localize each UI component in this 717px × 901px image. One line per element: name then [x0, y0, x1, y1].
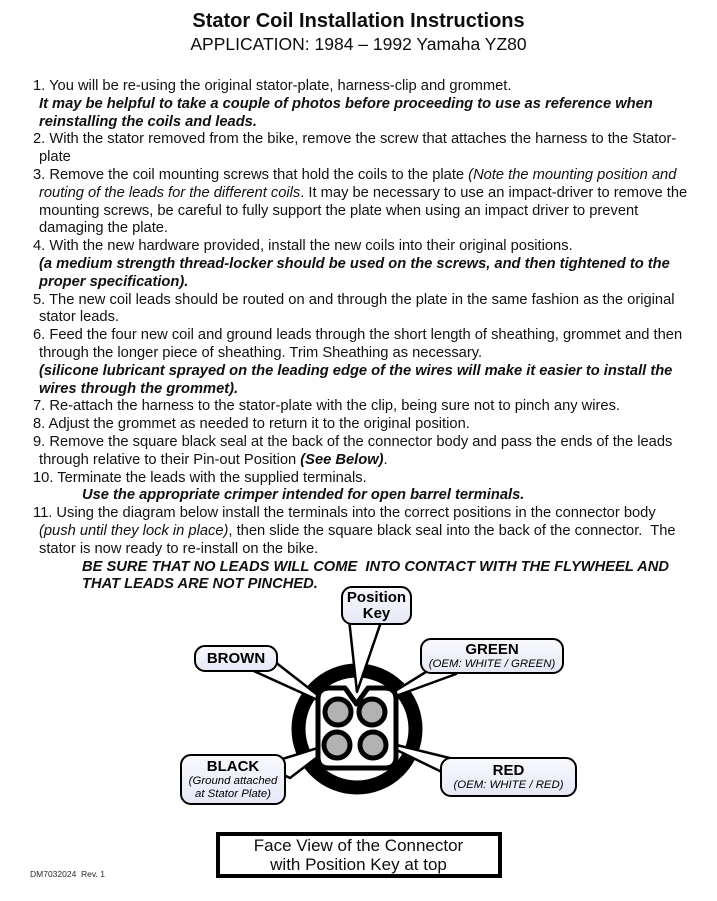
- position-key-label-line1: Position: [346, 588, 407, 606]
- connector-diagram: [0, 585, 717, 835]
- text-run: BE SURE THAT NO LEADS WILL COME INTO CONTACT WITH THE FLYWHEEL AND THAT LEADS ARE NOT PINCHED.: [82, 558, 674, 593]
- pin-bottom-right-red: [360, 732, 386, 758]
- red-label: RED: [492, 761, 525, 779]
- brown-label: BROWN: [206, 649, 266, 667]
- instruction-text: [33, 167, 693, 238]
- instruction-note: [33, 487, 693, 505]
- instruction-text: [33, 327, 693, 363]
- text-run: You will be re-using the original stator-plate, harness-clip and grommet.: [49, 78, 512, 94]
- instruction-number: 1.: [33, 78, 50, 94]
- instruction-number: 3.: [33, 166, 50, 183]
- text-run: Using the diagram below install the terminals into the correct positions in the connector body: [56, 505, 660, 522]
- instruction-number: 4.: [33, 238, 50, 255]
- instruction-item-1: [33, 78, 693, 131]
- instruction-text: [33, 292, 693, 328]
- pin-top-left-brown: [325, 699, 351, 725]
- instruction-text: [33, 505, 693, 558]
- instruction-item-11: [33, 505, 693, 594]
- caption-line2: with Position Key at top: [270, 854, 447, 874]
- instructions-list: [0, 78, 717, 594]
- black-ground-note-line2: at Stator Plate): [195, 787, 271, 800]
- green-label: GREEN: [465, 640, 519, 658]
- text-run: Feed the four new coil and ground leads through the short length of sheathing, grommet and then through the longer piece of sheathing. Trim Sheathing as necessary.: [39, 327, 687, 361]
- callout-red: [440, 757, 577, 797]
- instruction-item-7: [33, 398, 693, 416]
- text-run: With the new hardware provided, install the new coils into their original positions.: [49, 238, 573, 255]
- text-run: (a medium strength thread-locker should be used on the screws, and then tightened to the proper specification).: [39, 255, 674, 290]
- callout-position-key: [341, 586, 412, 625]
- text-run: Terminate the leads with the supplied terminals.: [57, 469, 367, 486]
- instruction-item-3: [33, 167, 693, 238]
- black-ground-note-line1: (Ground attached: [188, 775, 278, 787]
- instruction-number: 10.: [33, 469, 58, 486]
- text-run: Adjust the grommet as needed to return it to the original position.: [48, 416, 470, 433]
- document-number: DM7032024 Rev. 1: [30, 869, 105, 879]
- text-run: (push until they lock in place): [39, 522, 229, 539]
- black-label: BLACK: [206, 758, 260, 775]
- callout-black: [180, 754, 286, 805]
- instruction-item-2: [33, 131, 693, 167]
- instruction-number: 6.: [33, 327, 50, 344]
- instruction-number: 7.: [33, 398, 50, 415]
- instruction-number: 5.: [33, 291, 50, 308]
- text-run: Re-attach the harness to the stator-plate with the clip, being sure not to pinch any wires.: [49, 398, 621, 415]
- text-run: The new coil leads should be routed on and through the plate in the same fashion as the original stator leads.: [39, 291, 679, 326]
- instruction-text: [33, 416, 693, 434]
- instruction-item-5: [33, 292, 693, 328]
- callout-green: [420, 638, 564, 674]
- instruction-note: [33, 256, 693, 292]
- instruction-number: 9.: [33, 433, 50, 450]
- pin-top-right-green: [359, 699, 385, 725]
- instruction-item-10: [33, 470, 693, 506]
- instruction-text: [33, 398, 693, 416]
- callout-brown: [194, 645, 278, 672]
- text-run: It may be helpful to take a couple of photos before proceeding to use as reference when reinstalling the coils and leads.: [39, 95, 657, 130]
- text-run: Remove the coil mounting screws that hold the coils to the plate: [49, 166, 469, 183]
- red-oem-note: (OEM: WHITE / RED): [453, 778, 564, 791]
- instruction-item-8: [33, 416, 693, 434]
- instruction-text: [33, 434, 693, 470]
- green-oem-note: (OEM: WHITE / GREEN): [428, 657, 556, 670]
- caption-box: [216, 832, 502, 878]
- text-run: (silicone lubricant sprayed on the leading edge of the wires will make it easier to install the wires through the grommet).: [39, 362, 677, 397]
- text-run: With the stator removed from the bike, remove the screw that attaches the harness to the Stator-plate: [39, 131, 677, 166]
- text-run: (Note the mounting position and routing of the leads for the different coils: [39, 166, 681, 201]
- text-run: Remove the square black seal at the back of the connector body and pass the ends of the leads through relative to their Pin-out Position: [39, 433, 677, 468]
- instruction-item-6: [33, 327, 693, 398]
- instruction-number: 8.: [33, 416, 49, 433]
- page-title: Stator Coil Installation Instructions: [192, 10, 525, 32]
- instruction-note: [33, 96, 693, 132]
- instruction-note: [33, 363, 693, 399]
- pin-bottom-left-black: [324, 732, 350, 758]
- text-run: (See Below): [300, 451, 384, 468]
- text-run: , then slide the square black seal into the back of the connector. The stator is now ready to re-install on the bike.: [39, 522, 680, 557]
- instruction-text: [33, 470, 693, 488]
- instruction-number: 2.: [33, 131, 50, 148]
- position-key-label-line2: Key: [362, 604, 391, 622]
- text-run: Use the appropriate crimper intended for open barrel terminals.: [82, 487, 525, 504]
- instruction-item-4: [33, 238, 693, 291]
- instruction-text: [33, 131, 693, 167]
- text-run: . It may be necessary to use an impact-driver to remove the mounting screws, be careful to fully support the plate when using an impact driver to prevent damaging the plate.: [39, 184, 692, 237]
- instruction-text: [33, 78, 693, 96]
- instruction-text: [33, 238, 693, 256]
- caption-line1: Face View of the Connector: [253, 836, 464, 855]
- instruction-number: 11.: [33, 505, 57, 522]
- instruction-item-9: [33, 434, 693, 470]
- text-run: .: [383, 451, 388, 468]
- page-subtitle: APPLICATION: 1984 – 1992 Yamaha YZ80: [190, 34, 527, 54]
